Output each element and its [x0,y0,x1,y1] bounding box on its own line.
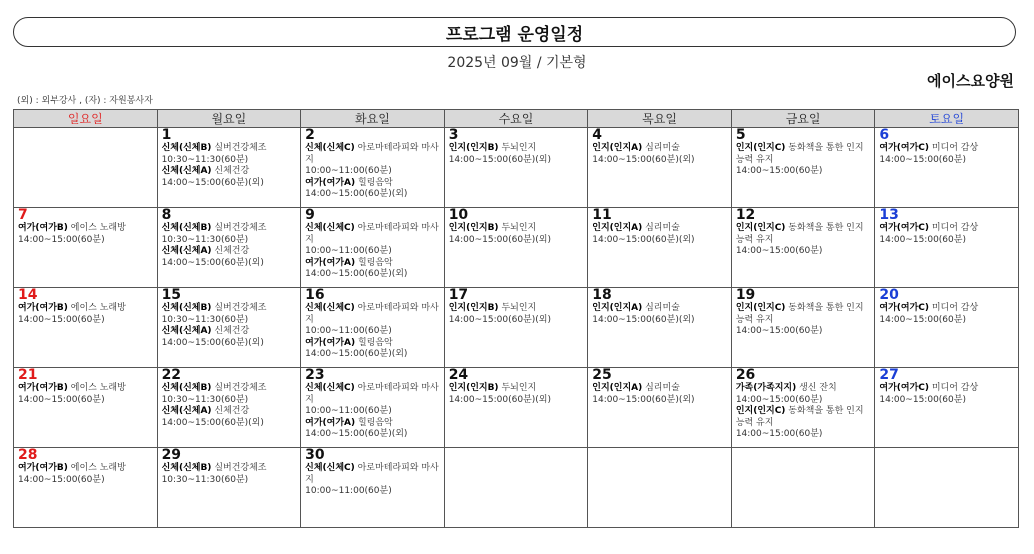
day-number: 16 [305,287,325,303]
day-cell [444,288,588,368]
organization-name: 에이스요양원 [927,72,1014,90]
event-time: 10:30~11:30(60분) [161,314,249,325]
event-category: 여가(여가B) [18,463,68,473]
day-cell [14,288,158,368]
day-number: 19 [735,287,756,303]
page-title-box [13,17,1016,47]
event-name: 에이스 노래방 [70,463,126,473]
program-event [449,223,585,246]
event-category: 신체(신체A) [161,406,212,416]
day-cell [301,208,445,288]
event-name: 실버건강체조 [214,383,267,393]
event-name: 동화책을 통한 인지능력 유지 [735,223,864,245]
event-name: 두뇌인지 [501,383,537,393]
event-time: 14:00~15:00(60분)(외) [305,429,408,439]
program-event [592,383,728,406]
program-event [736,143,872,178]
event-time: 14:00~15:00(60분)(외) [592,234,695,245]
program-event [879,383,1015,406]
event-name: 에이스 노래방 [70,223,126,233]
day-cell [731,368,875,448]
day-cell [731,128,875,208]
day-cell [14,448,158,528]
event-time: 10:00~11:00(60분) [305,406,392,416]
day-cell [157,128,301,208]
event-name: 심리미술 [645,303,680,313]
event-time: 14:00~15:00(60분)(외) [448,234,551,245]
event-category: 신체(신체B) [161,383,212,393]
day-number: 22 [161,367,182,383]
event-category: 신체(신체C) [305,143,355,153]
program-event [449,303,585,326]
day-cell [875,448,1019,528]
day-cell [588,128,732,208]
day-cell [14,128,158,208]
week-row [14,128,1019,208]
day-cell [14,208,158,288]
event-category: 인지(인지A) [592,383,643,393]
week-row [14,368,1019,448]
event-category: 인지(인지A) [592,143,643,153]
day-cell [301,288,445,368]
weekday-monday: 월요일 [157,110,301,128]
event-category: 인지(인지A) [592,223,643,233]
program-event [592,143,728,166]
day-number: 24 [448,367,469,383]
event-category: 여가(여가B) [18,303,68,313]
event-category: 신체(신체C) [305,383,355,393]
program-event [305,258,441,281]
event-time: 10:30~11:30(60분) [161,394,249,405]
program-event [162,246,298,269]
day-number: 7 [18,207,28,223]
event-time: 14:00~15:00(60분) [18,474,105,485]
event-time: 14:00~15:00(60분) [18,314,105,325]
day-number: 23 [305,367,325,383]
event-category: 여가(여가C) [879,383,929,393]
day-cell [157,448,301,528]
day-cell [444,208,588,288]
event-category: 인지(인지C) [735,303,786,313]
day-cell [157,368,301,448]
event-category: 인지(인지B) [448,143,499,153]
day-number: 3 [448,127,459,143]
program-event [162,303,298,326]
day-number: 20 [879,287,899,303]
program-event [18,303,154,326]
event-name: 힐링음악 [357,417,393,428]
program-event [592,223,728,246]
event-category: 인지(인지C) [735,406,786,416]
event-category: 여가(여가C) [879,223,929,233]
day-cell [444,448,588,528]
program-event [162,326,298,349]
event-time: 14:00~15:00(60분)(외) [448,314,551,325]
program-event [305,178,441,201]
event-time: 14:00~15:00(60분) [735,166,823,176]
event-time: 14:00~15:00(60분) [879,394,966,405]
event-time: 14:00~15:00(60분)(외) [592,314,695,325]
event-time: 10:30~11:30(60분) [161,234,249,245]
event-time: 14:00~15:00(60분)(외) [161,337,264,348]
event-name: 아로마테라피와 마사지 [305,383,439,405]
event-name: 에이스 노래방 [70,383,126,393]
event-time: 10:00~11:00(60분) [305,246,392,256]
program-event [879,223,1015,246]
event-category: 신체(신체A) [161,246,212,256]
day-number: 18 [592,287,612,303]
weekday-wednesday: 수요일 [444,110,588,128]
day-number: 25 [592,367,612,383]
program-event [162,383,298,406]
weekday-thursday: 목요일 [588,110,732,128]
program-event [305,418,441,441]
day-number: 2 [305,127,315,143]
event-time: 14:00~15:00(60분)(외) [161,257,264,268]
event-time: 10:30~11:30(60분) [161,154,249,165]
event-time: 14:00~15:00(60분) [879,234,966,245]
event-category: 신체(신체B) [161,463,212,473]
event-name: 실버건강체조 [214,143,267,153]
event-category: 인지(인지A) [592,303,643,313]
event-name: 미디어 감상 [931,383,979,393]
event-time: 14:00~15:00(60분)(외) [161,177,264,188]
program-event [305,143,441,178]
event-time: 14:00~15:00(60분)(외) [305,269,408,279]
event-time: 14:00~15:00(60분) [879,154,966,165]
day-number: 15 [161,287,182,303]
event-category: 인지(인지B) [448,303,499,313]
program-event [18,463,154,486]
day-number: 21 [18,367,38,383]
event-time: 14:00~15:00(60분)(외) [592,394,695,405]
day-cell [301,368,445,448]
week-row [14,288,1019,368]
day-cell [14,368,158,448]
event-name: 미디어 감상 [931,143,979,153]
day-number: 5 [735,127,746,143]
event-name: 심리미술 [645,143,680,153]
day-number: 6 [879,127,890,143]
event-time: 14:00~15:00(60분)(외) [592,154,695,165]
event-category: 인지(인지C) [735,143,786,153]
event-time: 10:00~11:00(60분) [305,486,392,496]
day-cell [588,208,732,288]
day-cell [157,208,301,288]
day-number: 12 [735,207,756,223]
event-time: 14:00~15:00(60분) [735,246,823,256]
day-number: 28 [18,447,38,463]
event-name: 아로마테라피와 마사지 [305,303,439,325]
event-name: 신체건강 [214,326,250,336]
day-number: 10 [448,207,469,223]
page-title: 프로그램 운영일정 [445,24,584,45]
event-name: 실버건강체조 [214,303,267,313]
event-time: 14:00~15:00(60분)(외) [305,349,408,359]
event-name: 미디어 감상 [931,303,979,313]
event-category: 가족(가족지지) [735,383,797,393]
event-category: 신체(신체C) [305,223,355,233]
event-category: 신체(신체A) [161,326,212,336]
event-category: 여가(여가B) [18,383,68,393]
event-name: 미디어 감상 [931,223,979,233]
event-name: 심리미술 [645,223,680,233]
event-time: 10:30~11:30(60분) [161,474,249,485]
day-cell [444,128,588,208]
calendar-body [14,128,1019,528]
event-category: 신체(신체C) [305,303,355,313]
day-cell [731,288,875,368]
event-name: 신체건강 [214,166,250,176]
event-name: 심리미술 [645,383,680,393]
legend-note: (외) : 외부강사 , (자) : 자원봉사자 [17,96,153,106]
event-name: 에이스 노래방 [70,303,126,313]
day-cell [731,208,875,288]
program-event [592,303,728,326]
event-category: 여가(여가B) [18,223,68,233]
event-name: 두뇌인지 [501,143,537,153]
event-name: 아로마테라피와 마사지 [305,463,439,485]
event-time: 10:00~11:00(60분) [305,166,392,176]
event-name: 실버건강체조 [214,223,267,233]
program-event [736,406,872,441]
event-category: 신체(신체B) [161,143,212,153]
event-name: 힐링음악 [357,337,393,348]
program-event [305,338,441,361]
program-event [879,143,1015,166]
week-row [14,208,1019,288]
day-number: 30 [305,447,325,463]
day-number: 14 [18,287,38,303]
day-number: 9 [305,207,315,223]
weekday-header-row [14,110,1019,128]
program-event [305,303,441,338]
event-name: 동화책을 통한 인지능력 유지 [735,143,864,165]
day-number: 11 [592,207,612,223]
day-number: 17 [448,287,469,303]
day-cell [731,448,875,528]
day-number: 8 [161,207,172,223]
event-name: 두뇌인지 [501,223,537,233]
program-event [162,166,298,189]
program-event [736,303,872,338]
event-time: 14:00~15:00(60분)(외) [305,189,408,199]
event-category: 여가(여가C) [879,143,929,153]
program-event [736,223,872,258]
event-time: 14:00~15:00(60분)(외) [161,417,264,428]
event-name: 동화책을 통한 인지능력 유지 [735,406,864,428]
day-cell [875,208,1019,288]
program-event [736,383,872,406]
event-category: 인지(인지B) [448,383,499,393]
program-event [162,463,298,486]
day-number: 4 [592,127,602,143]
event-category: 신체(신체A) [161,166,212,176]
week-row [14,448,1019,528]
program-event [162,406,298,429]
program-event [162,143,298,166]
day-cell [875,368,1019,448]
event-name: 힐링음악 [357,177,393,188]
day-number: 26 [735,367,756,383]
weekday-sunday: 일요일 [14,110,158,128]
event-time: 14:00~15:00(60분) [735,326,823,336]
event-category: 신체(신체B) [161,303,212,313]
day-number: 1 [161,127,172,143]
event-time: 14:00~15:00(60분)(외) [448,154,551,165]
event-category: 인지(인지C) [735,223,786,233]
weekday-tuesday: 화요일 [301,110,445,128]
event-category: 여가(여가C) [879,303,929,313]
calendar-table [13,109,1019,528]
weekday-saturday: 토요일 [875,110,1019,128]
event-time: 14:00~15:00(60분) [735,394,823,405]
program-event [305,383,441,418]
event-name: 아로마테라피와 마사지 [305,143,439,165]
event-name: 동화책을 통한 인지능력 유지 [735,303,864,325]
day-cell [444,368,588,448]
event-category: 신체(신체B) [161,223,212,233]
event-time: 10:00~11:00(60분) [305,326,392,336]
day-cell [301,128,445,208]
program-event [449,383,585,406]
day-cell [301,448,445,528]
day-cell [157,288,301,368]
event-category: 여가(여가A) [305,177,356,188]
program-event [162,223,298,246]
program-event [305,223,441,258]
day-cell [588,368,732,448]
day-number: 13 [879,207,899,223]
event-category: 여가(여가A) [305,417,356,428]
event-category: 인지(인지B) [448,223,499,233]
event-time: 14:00~15:00(60분) [735,429,823,439]
weekday-friday: 금요일 [731,110,875,128]
day-cell [588,448,732,528]
day-number: 27 [879,367,899,383]
event-name: 아로마테라피와 마사지 [305,223,439,245]
program-event [449,143,585,166]
event-time: 14:00~15:00(60분)(외) [448,394,551,405]
event-category: 신체(신체C) [305,463,355,473]
program-event [18,223,154,246]
day-number: 29 [161,447,182,463]
day-cell [588,288,732,368]
day-cell [875,128,1019,208]
event-time: 14:00~15:00(60분) [18,394,105,405]
program-event [879,303,1015,326]
event-name: 생신 잔치 [799,383,837,393]
event-time: 14:00~15:00(60분) [18,234,105,245]
event-category: 여가(여가A) [305,257,356,268]
event-category: 여가(여가A) [305,337,356,348]
event-name: 힐링음악 [357,257,393,268]
page-subtitle: 2025년 09월 / 기본형 [447,55,587,71]
day-cell [875,288,1019,368]
event-name: 두뇌인지 [501,303,537,313]
event-name: 실버건강체조 [214,463,267,473]
event-time: 14:00~15:00(60분) [879,314,966,325]
program-event [18,383,154,406]
program-event [305,463,441,498]
event-name: 신체건강 [214,406,250,416]
event-name: 신체건강 [214,246,250,256]
